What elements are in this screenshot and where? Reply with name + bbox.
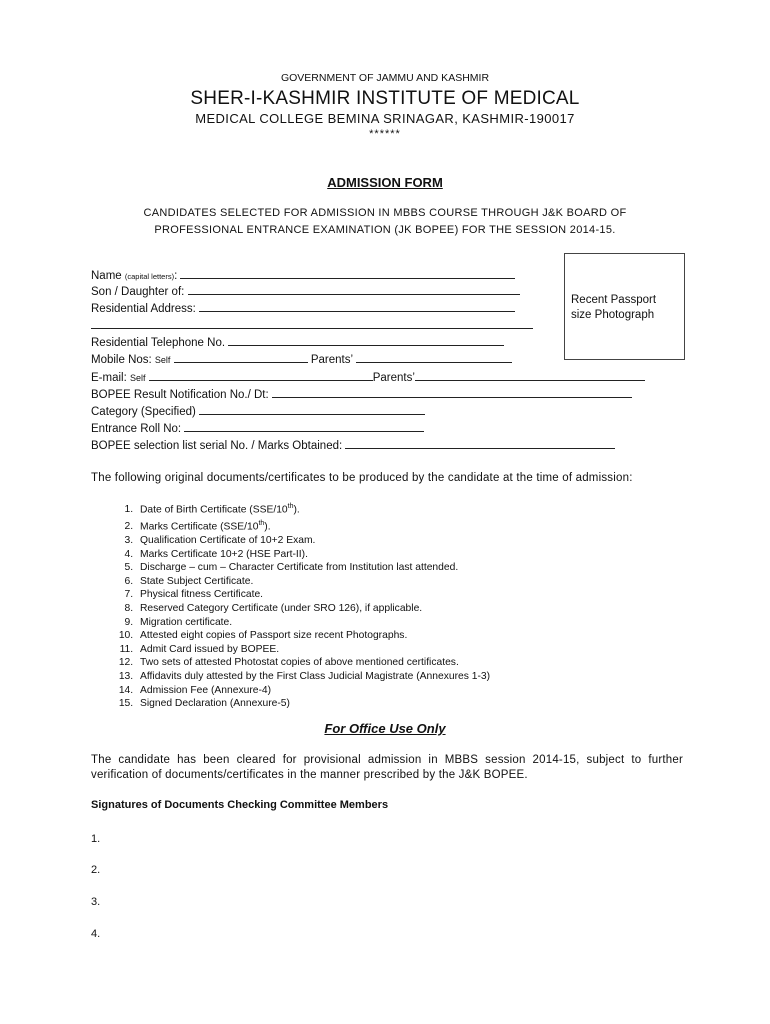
signatures-heading: Signatures of Documents Checking Committee Members [91, 799, 389, 811]
document-item [136, 616, 696, 630]
category-label: Category (Specified) [91, 406, 196, 418]
document-text: Qualification Certificate of 10+2 Exam. [140, 535, 316, 547]
email-field [91, 369, 645, 385]
document-text: Marks Certificate 10+2 (HSE Part-II). [140, 548, 308, 560]
residential-address-label: Residential Address: [91, 303, 196, 315]
residential-telephone-label: Residential Telephone No. [91, 337, 226, 349]
mobile-field [91, 351, 512, 367]
entrance-roll-input-line[interactable] [184, 420, 424, 432]
email-parents-input-line[interactable] [415, 369, 645, 381]
email-self-label: Self [129, 373, 146, 383]
document-text: Admission Fee (Annexure-4) [140, 684, 272, 696]
document-tail: ). [293, 504, 300, 516]
bopee-notification-input-line[interactable] [272, 386, 632, 398]
document-text: Reserved Category Certificate (under SRO 126), if applicable. [140, 603, 423, 614]
entrance-roll-field [91, 420, 424, 436]
entrance-roll-label: Entrance Roll No: [91, 423, 182, 435]
name-label: Name [91, 270, 122, 282]
son-daughter-input-line[interactable] [188, 283, 520, 295]
email-parents-label: Parents’ [372, 372, 415, 384]
residential-address-input-line-2[interactable] [91, 317, 533, 329]
document-text: Attested eight copies of Passport size recent Photographs. [140, 630, 408, 642]
category-input-line[interactable] [199, 403, 425, 415]
government-header: GOVERNMENT OF JAMMU AND KASHMIR [280, 72, 490, 84]
document-text: Date of Birth Certificate (SSE/10 [140, 504, 288, 516]
document-superscript: th [258, 520, 265, 528]
form-title: ADMISSION FORM [327, 175, 443, 190]
document-text: Signed Declaration (Annexure-5) [140, 698, 290, 710]
member-number: 3. [91, 896, 101, 908]
category-field [91, 403, 425, 419]
residential-telephone-field [91, 334, 504, 350]
document-item [136, 697, 696, 711]
email-self-input-line[interactable] [149, 369, 373, 381]
document-item [136, 684, 696, 698]
bopee-selection-input-line[interactable] [345, 437, 615, 449]
son-daughter-field [91, 283, 520, 299]
document-text: Marks Certificate (SSE/10 [140, 521, 259, 533]
document-text: Migration certificate. [140, 616, 233, 628]
member-number: 2. [91, 864, 101, 876]
document-item [136, 561, 696, 575]
document-item [136, 670, 696, 684]
document-text: Affidavits duly attested by the First Class Judicial Magistrate (Annexures 1-3) [140, 670, 491, 682]
documents-intro: The following original documents/certificates to be produced by the candidate at the time of admission: [91, 472, 633, 484]
document-text: Two sets of attested Photostat copies of above mentioned certificates. [140, 657, 459, 669]
document-text: State Subject Certificate. [140, 575, 254, 587]
document-text: Admit Card issued by BOPEE. [140, 643, 280, 655]
institute-name: SHER-I-KASHMIR INSTITUTE OF MEDICAL [190, 88, 580, 109]
mobile-self-label: Self [154, 355, 171, 365]
institute-address: MEDICAL COLLEGE BEMINA SRINAGAR, KASHMIR-190017 [195, 111, 575, 126]
residential-telephone-input-line[interactable] [228, 334, 504, 346]
office-use-title: For Office Use Only [324, 721, 446, 736]
member-number: 1. [91, 833, 101, 845]
mobile-parents-input-line[interactable] [356, 351, 512, 363]
document-item [136, 643, 696, 657]
mobile-label: Mobile Nos: [91, 354, 152, 366]
mobile-parents-label: Parents’ [310, 354, 353, 366]
residential-address-field [91, 300, 515, 316]
photo-box-line-1: Recent Passport [571, 294, 657, 306]
bopee-notification-label: BOPEE Result Notification No./ Dt: [91, 389, 269, 401]
document-item [136, 534, 696, 548]
document-item [136, 517, 696, 534]
email-label: E-mail: [91, 372, 127, 384]
document-item [136, 588, 696, 602]
header-separator: ****** [369, 128, 401, 140]
photo-box-label [571, 293, 682, 323]
photo-box-line-2: size Photograph [571, 309, 655, 321]
clearance-text: The candidate has been cleared for provisional admission in MBBS session 2014-15, subject to further verification of documents/certificates in the manner prescribed by the J&K BOPEE. [91, 754, 683, 781]
document-text: Physical fitness Certificate. [140, 589, 264, 601]
document-item [136, 602, 696, 616]
document-item [136, 656, 696, 670]
document-superscript: th [287, 503, 294, 510]
son-daughter-label: Son / Daughter of: [91, 286, 185, 298]
name-note: (capital letters) [124, 272, 175, 281]
member-number: 4. [91, 928, 101, 940]
passport-photo-box [564, 253, 685, 360]
intro-line-1: CANDIDATES SELECTED FOR ADMISSION IN MBBS COURSE THROUGH J&K BOARD OF [143, 207, 627, 219]
bopee-notification-field [91, 386, 632, 402]
form-intro [0, 205, 770, 239]
document-item [136, 500, 696, 517]
document-item [136, 575, 696, 589]
intro-line-2: PROFESSIONAL ENTRANCE EXAMINATION (JK BOPEE) FOR THE SESSION 2014-15. [154, 224, 616, 236]
document-item [136, 629, 696, 643]
mobile-self-input-line[interactable] [174, 351, 308, 363]
residential-address-input-line[interactable] [199, 300, 515, 312]
documents-list [91, 500, 696, 711]
residential-address-line-2 [91, 317, 533, 333]
document-text: Discharge – cum – Character Certificate from Institution last attended. [140, 562, 459, 574]
document-item [136, 548, 696, 562]
document-tail: ). [264, 521, 271, 533]
name-field: Name (capital letters): [91, 267, 515, 284]
bopee-selection-field [91, 437, 615, 453]
name-input-line[interactable] [180, 267, 515, 279]
bopee-selection-label: BOPEE selection list serial No. / Marks Obtained: [91, 440, 343, 452]
